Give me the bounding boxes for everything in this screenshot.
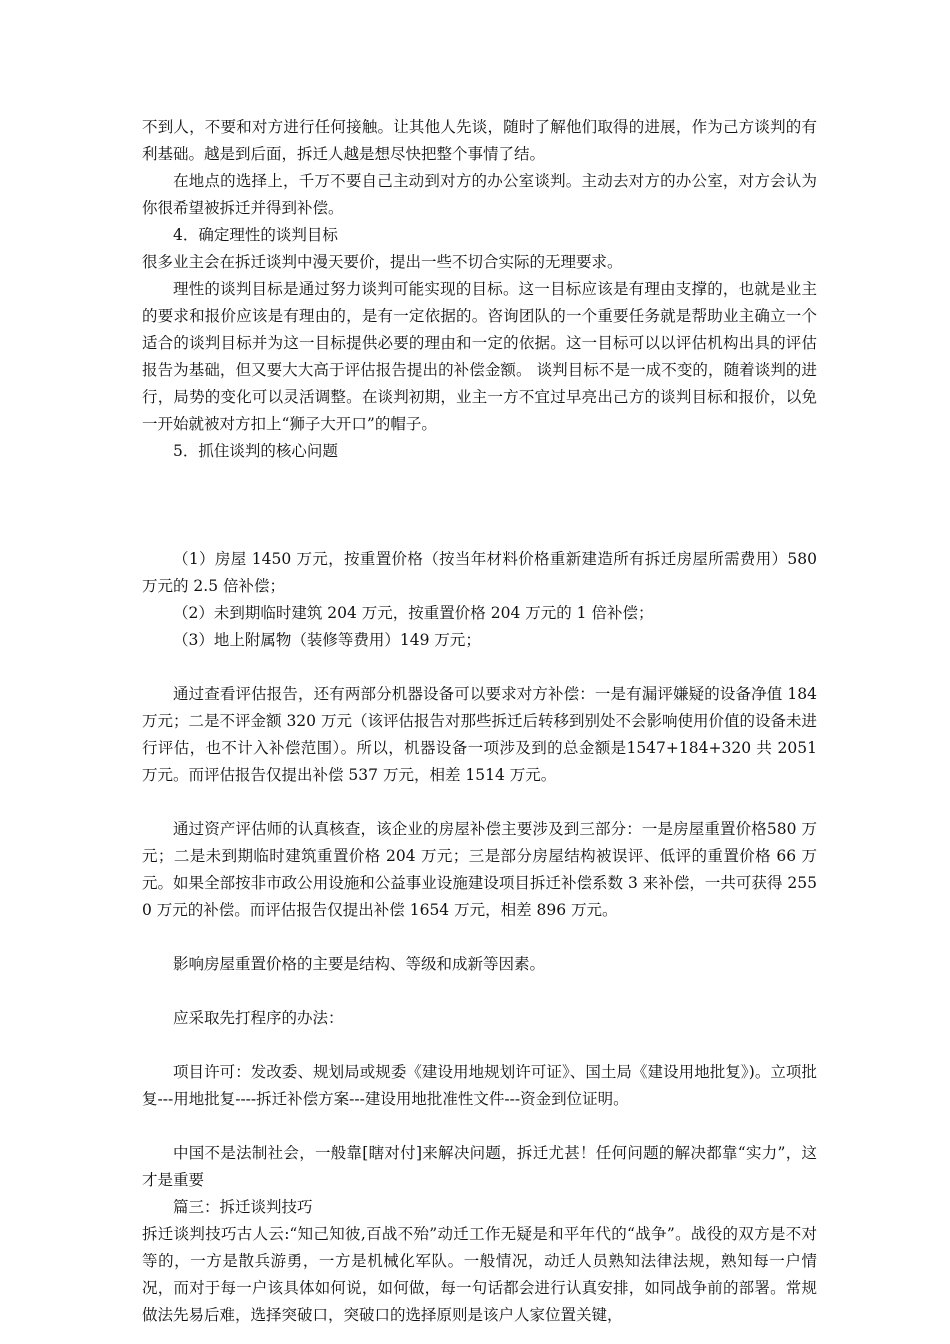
heading-core-issue: 5．抓住谈判的核心问题 (173, 442, 338, 460)
document-page (142, 114, 817, 1329)
paragraph-overpricing: 很多业主会在拆迁谈判中漫天要价，提出一些不切合实际的无理要求。 (142, 253, 623, 271)
spacer (142, 789, 817, 816)
spacer (142, 654, 817, 681)
list-item-temp-building: （2）未到期临时建筑 204 万元，按重置价格 204 万元的 1 倍补偿； (173, 604, 654, 622)
list-item-house: （1）房屋 1450 万元，按重置价格（按当年材料价格重新建造所有拆迁房屋所需费用）580 万元的 2.5 倍补偿； (142, 550, 817, 595)
paragraph-permits: 项目许可：发改委、规划局或规委《建设用地规划许可证》、国土局《建设用地批复》)。立项批复---用地批复----拆迁补偿方案---建设用地批准性文件---资金到位证明。 (142, 1063, 817, 1108)
paragraph-factors: 影响房屋重置价格的主要是结构、等级和成新等因素。 (173, 955, 546, 973)
paragraph-procedure: 应采取先打程序的办法： (173, 1009, 344, 1027)
heading-rational-goal: 4．确定理性的谈判目标 (173, 226, 338, 244)
paragraph-rational-goal: 理性的谈判目标是通过努力谈判可能实现的目标。这一目标应该是有理由支撑的，也就是业主的要求和报价应该是有理由的，是有一定依据的。咨询团队的一个重要任务就是帮助业主确立一个适合的谈判目标并为这一目标提供必要的理由和一定的依据。这一目标可以以评估机构出具的评估报告为基础，但又要大大高于评估报告提出的补偿金额。 谈判目标不是一成不变的，随着谈判的进行，局势的变化可以灵活调整。在谈判初期，业主一方不宜过早亮出己方的谈判目标和报价，以免一开始就被对方扣上“狮子大开口”的帽子。 (142, 280, 817, 433)
spacer (142, 1113, 817, 1140)
paragraph-negotiation-tips: 拆迁谈判技巧古人云:“知己知彼,百战不殆”动迁工作无疑是和平年代的“战争”。战役的双方是不对等的，一方是散兵游勇，一方是机械化军队。一般情况，动迁人员熟知法律法规，熟知每一户情况，而对于每一户该具体如何说，如何做，每一句话都会进行认真安排，如同战争前的部署。常规做法先易后难，选择突破口，突破口的选择原则是该户人家位置关键， (142, 1225, 817, 1324)
spacer (142, 465, 817, 546)
spacer (142, 1032, 817, 1059)
paragraph-location-choice: 在地点的选择上，千万不要自己主动到对方的办公室谈判。主动去对方的办公室，对方会认为你很希望被拆迁并得到补偿。 (142, 172, 817, 217)
paragraph-house-compensation: 通过资产评估师的认真核查，该企业的房屋补偿主要涉及到三部分：一是房屋重置价格580 万元；二是未到期临时建筑重置价格 204 万元；三是部分房屋结构被误评、低评的重置价格 66 万元。如果全部按非市政公用设施和公益事业设施建设项目拆迁补偿系数 3 来补偿，一共可获得 2550 万元的补偿。而评估报告仅提出补偿 1654 万元，相差 896 万元。 (142, 820, 817, 919)
list-item-attachments: （3）地上附属物（装修等费用）149 万元； (173, 631, 481, 649)
spacer (142, 924, 817, 951)
paragraph-intro-continued: 不到人，不要和对方进行任何接触。让其他人先谈，随时了解他们取得的进展，作为己方谈判的有利基础。越是到后面，拆迁人越是想尽快把整个事情了结。 (142, 118, 817, 163)
paragraph-equipment: 通过查看评估报告，还有两部分机器设备可以要求对方补偿：一是有漏评嫌疑的设备净值 184 万元；二是不评金额 320 万元（该评估报告对那些拆迁后转移到别处不会影响使用价值的设备未进行评估，也不计入补偿范围）。所以，机器设备一项涉及到的总金额是1547+184+320 共 2051 万元。而评估报告仅提出补偿 537 万元，相差 1514 万元。 (142, 685, 817, 784)
paragraph-strength: 中国不是法制社会，一般靠[瞎对付]来解决问题，拆迁尤甚！任何问题的解决都靠“实力”，这才是重要 (142, 1144, 817, 1189)
section-title-part-three: 篇三：拆迁谈判技巧 (173, 1198, 313, 1216)
spacer (142, 978, 817, 1005)
